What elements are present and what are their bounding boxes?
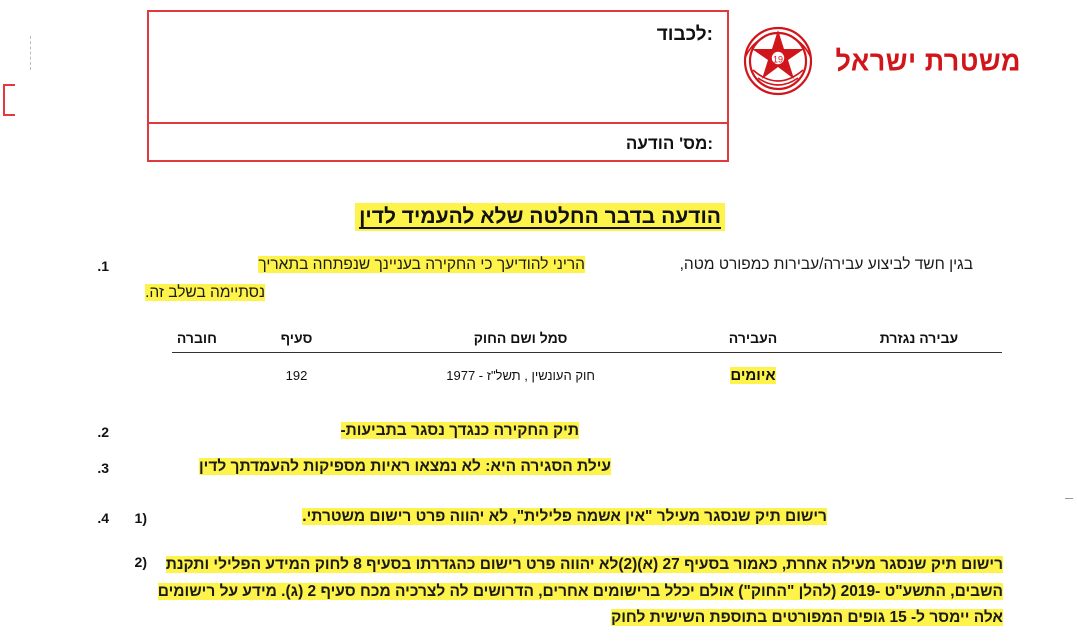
cell-law: חוק העונשין , תשל"ז - 1977 [446, 368, 595, 383]
th-section: סעיף [280, 330, 313, 346]
clause-3-highlight: עילת הסגירה היא: לא נמצאו ראיות מספיקות להעמדתך לדין [198, 458, 611, 475]
addressee-box [147, 10, 729, 162]
box-left-tab [3, 84, 15, 116]
th-offence: העבירה [728, 330, 778, 346]
clause-3-number: 3. [97, 460, 109, 476]
clause-2-number: 2. [97, 424, 109, 440]
clause-4-sub2-number: (2 [134, 554, 147, 570]
offence-table [172, 330, 1002, 390]
table-header-row [172, 330, 1002, 353]
clause-4-sub1-number: (1 [134, 510, 147, 526]
scan-artifact-right [1065, 498, 1073, 500]
clause-4-sub2-highlight: רישום תיק שנסגר מעילה אחרת, כאמור בסעיף 27 (א)(2)לא יהווה פרט רישום כהגדרתו בסעיף 8 לחוק המידע הפלילי ותקנת השבים, התשע"ט -2019 (להלן "החוק") אולם יכלל ברישומים אחרים, הדרושים לה לצרכיה מכח סעיף 2 (ג). מידע על רישומים אלה יימסר ל- 15 גופים המפורטים בתוספת השישית לחוק [157, 556, 1003, 627]
table-row [172, 353, 1002, 391]
organization-name: משטרת ישראל [835, 44, 1021, 77]
th-book: חוברה [176, 330, 217, 346]
clause-2-text [341, 422, 579, 440]
clause-1-number: 1. [97, 258, 109, 274]
th-offence-derived: עבירה נגזרת [879, 330, 959, 346]
addressee-label: :לכבוד [656, 24, 713, 45]
israel-police-emblem-icon [735, 18, 821, 104]
clause-2-highlight: תיק החקירה כנגדך נסגר בתביעות- [340, 422, 579, 439]
clause-1-text-c [145, 284, 265, 302]
page-title: הודעה בדבר החלטה שלא להעמיד לדין [355, 203, 725, 231]
cell-offence-highlight: איומים [730, 367, 776, 384]
message-number-label: :מס' הודעה [625, 134, 713, 153]
svg-text:19: 19 [773, 54, 784, 65]
letterhead [735, 18, 1021, 104]
clause-4-sub1-highlight: רישום תיק שנסגר מעילר "אין אשמה פלילית", לא יהווה פרט רישום משטרתי. [302, 508, 827, 525]
clause-1-highlight-a: הריני להודיעך כי החקירה בעניינך שנפתחה בתאריך [258, 256, 585, 273]
clause-1-text-b: בגין חשד לביצוע עבירה/עבירות כמפורט מטה, [679, 256, 973, 273]
clause-4-number: 4. [97, 510, 109, 526]
clause-4-sub2-text [155, 552, 1003, 632]
clause-1-highlight-c: נסתיימה בשלב זה. [145, 284, 265, 301]
scan-artifact-left [30, 36, 32, 70]
cell-section: 192 [285, 368, 308, 383]
box-divider [149, 122, 727, 124]
clause-3-text [199, 458, 611, 476]
th-law: סמל ושם החוק [473, 330, 568, 346]
clause-1-text-a [258, 256, 585, 274]
cell-book [172, 353, 222, 391]
clause-4-sub1-text [302, 508, 827, 526]
cell-offence-derived [836, 353, 1002, 391]
cell-offence [670, 353, 836, 391]
